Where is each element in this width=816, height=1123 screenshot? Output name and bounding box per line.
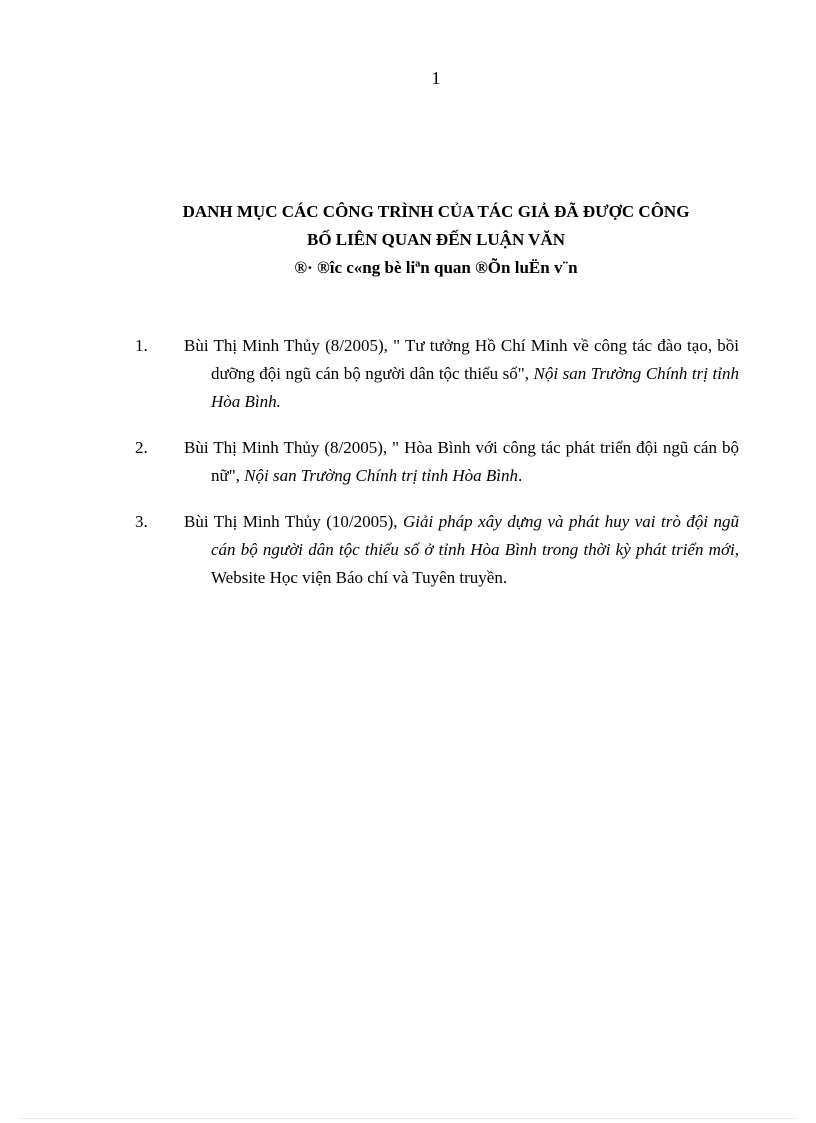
reference-source: Nội san Trường Chính trị tỉnh Hòa Bình. — [211, 364, 739, 411]
page-bottom-divider — [20, 1118, 796, 1119]
reference-list — [135, 332, 739, 610]
reference-author: Bùi Thị Minh Thủy (8/2005), — [184, 438, 393, 457]
reference-tail: . — [518, 466, 523, 485]
reference-title: " Tư tưởng Hồ Chí Minh về công tác đào tạo, bồi dưỡng đội ngũ cán bộ người dân tộc thiểu số", — [211, 336, 739, 383]
page-number: 1 — [431, 68, 441, 88]
list-item — [135, 434, 739, 490]
reference-number: 2. — [135, 438, 148, 457]
reference-number: 3. — [135, 512, 148, 531]
reference-number: 1. — [135, 336, 148, 355]
reference-source: Giải pháp xây dựng và phát huy vai trò đội ngũ cán bộ người dân tộc thiểu số ở tỉnh Hòa Bình trong thời kỳ phát triển mới — [211, 512, 740, 559]
reference-title: " Hòa Bình với công tác phát triển đội ngũ cán bộ nữ", — [211, 438, 739, 485]
document-heading — [100, 198, 772, 282]
heading-line-3: ®· ®îc c«ng bè liªn quan ®Õn luËn v¨n — [294, 258, 578, 277]
reference-source: Nội san Trường Chính trị tỉnh Hòa Bình — [244, 466, 519, 485]
list-item — [135, 508, 739, 592]
reference-author: Bùi Thị Minh Thủy (8/2005), — [184, 336, 394, 355]
list-item — [135, 332, 739, 416]
reference-author: Bùi Thị Minh Thủy (10/2005), — [184, 512, 403, 531]
reference-tail: , Website Học viện Báo chí và Tuyên truyền. — [211, 540, 739, 587]
heading-line-1: DANH MỤC CÁC CÔNG TRÌNH CỦA TÁC GIẢ ĐÃ ĐƯỢC CÔNG — [182, 202, 690, 221]
heading-line-2: BỐ LIÊN QUAN ĐẾN LUẬN VĂN — [306, 230, 566, 249]
